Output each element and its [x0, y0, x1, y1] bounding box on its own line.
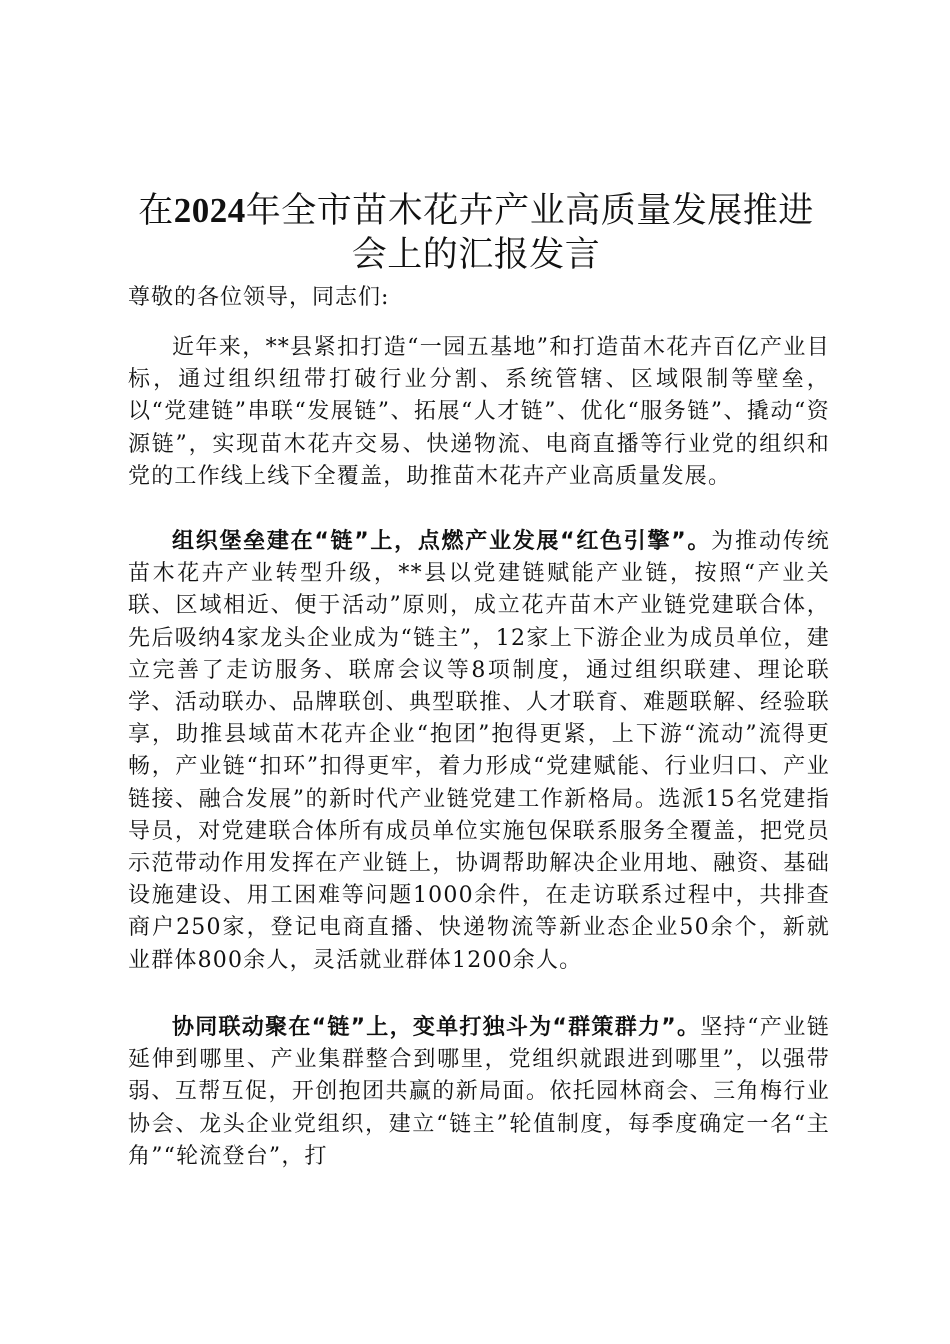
- paragraph-organization-lead: 组织堡垒建在“链”上，点燃产业发展“红色引擎”。: [172, 529, 712, 554]
- title-line-2: 会上的汇报发言: [351, 235, 601, 276]
- paragraph-organization: [128, 526, 830, 977]
- paragraph-intro: [128, 332, 830, 493]
- paragraph-collaboration-text: 坚持“产业链延伸到哪里、产业集群整合到哪里，党组织就跟进到哪里”，以强带弱、互帮互促，开创抱团共赢的新局面。依托园林商会、三角梅行业协会、龙头企业党组织，建立“链主”轮值制度，每季度确定一名“主角”“轮流登台”，打: [128, 1015, 830, 1169]
- title-year: 2024: [173, 191, 246, 231]
- paragraph-organization-text: 为推动传统苗木花卉产业转型升级，**县以党建链赋能产业链，按照“产业关联、区域相近、便于活动”原则，成立花卉苗木产业链党建联合体，先后吸纳4家龙头企业成为“链主”，12家上下游企业为成员单位，建立完善了走访服务、联席会议等8项制度，通过组织联建、理论联学、活动联办、品牌联创、典型联推、人才联育、难题联解、经验联享，助推县域苗木花卉企业“抱团”抱得更紧，上下游“流动”流得更畅，产业链“扣环”扣得更牢，着力形成“党建赋能、行业归口、产业链接、融合发展”的新时代产业链党建工作新格局。选派15名党建指导员，对党建联合体所有成员单位实施包保联系服务全覆盖，把党员示范带动作用发挥在产业链上，协调帮助解决企业用地、融资、基础设施建设、用工困难等问题1000余件，在走访联系过程中，共排查商户250家，登记电商直播、快递物流等新业态企业50余个，新就业群体800余人，灵活就业群体1200余人。: [128, 529, 830, 973]
- title-line-1-rest: 年全市苗木花卉产业高质量发展推进: [245, 191, 814, 232]
- salutation: 尊敬的各位领导，同志们:: [128, 285, 390, 310]
- document-title: [120, 189, 832, 277]
- paragraph-intro-text: 近年来，**县紧扣打造“一园五基地”和打造苗木花卉百亿产业目标，通过组织纽带打破行业分割、系统管辖、区域限制等壁垒，以“党建链”串联“发展链”、拓展“人才链”、优化“服务链”、撬动“资源链”，实现苗木花卉交易、快递物流、电商直播等行业党的组织和党的工作线上线下全覆盖，助推苗木花卉产业高质量发展。: [128, 335, 830, 489]
- title-prefix: 在: [138, 191, 174, 232]
- paragraph-collaboration: [128, 1012, 830, 1173]
- paragraph-collaboration-lead: 协同联动聚在“链”上，变单打独斗为“群策群力”。: [172, 1015, 701, 1040]
- title-line-1: [120, 189, 832, 233]
